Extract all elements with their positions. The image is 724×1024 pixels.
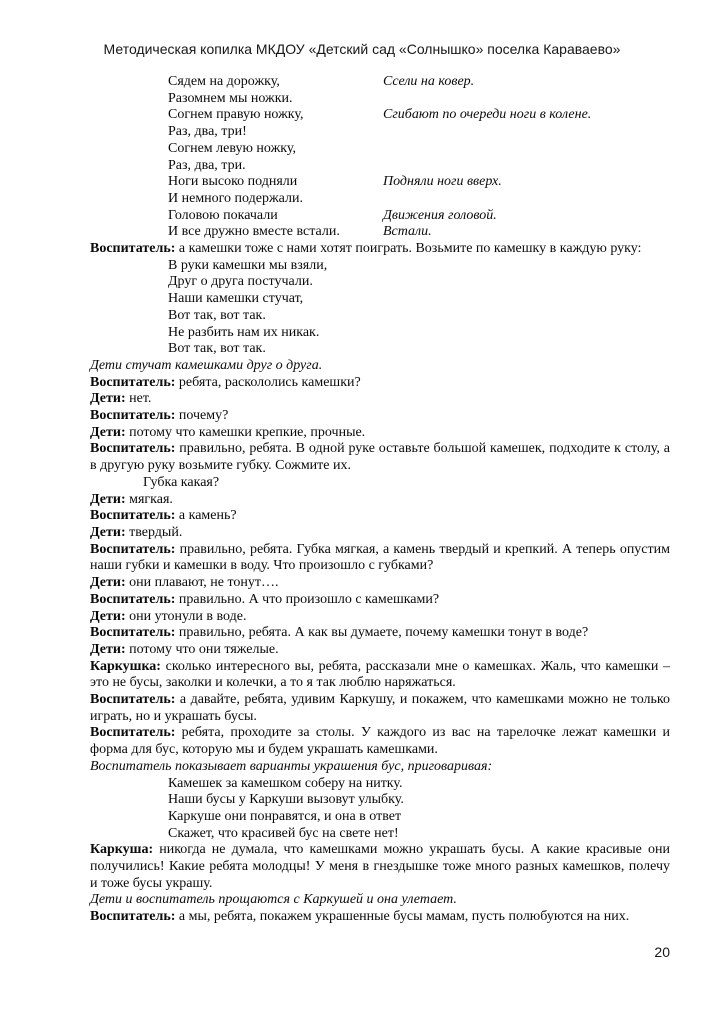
page-number: 20 bbox=[654, 944, 670, 960]
dialogue-children bbox=[90, 642, 670, 659]
verse-action bbox=[383, 124, 670, 141]
dialogue-text: они утонули в воде. bbox=[125, 608, 247, 624]
speaker-name: Воспитатель: bbox=[90, 408, 176, 424]
inline-question: Губка какая? bbox=[143, 474, 220, 490]
dialogue-children bbox=[90, 575, 670, 592]
verse-line: Не разбить нам их никак. bbox=[168, 324, 320, 340]
dialogue-text: ребята, раскололись камешки? bbox=[175, 374, 361, 390]
verse-line: В руки камешки мы взяли, bbox=[168, 257, 328, 273]
speaker-name: Дети: bbox=[90, 608, 126, 624]
dialogue-teacher bbox=[90, 592, 670, 609]
verse-line: Ноги высоко подняли bbox=[168, 174, 298, 190]
speaker-name: Каркушка: bbox=[90, 658, 161, 674]
dialogue-teacher bbox=[90, 542, 670, 575]
verse-line: И все дружно вместе встали. bbox=[168, 224, 340, 240]
dialogue-text: а мы, ребята, покажем украшенные бусы мамам, пусть полюбуются на них. bbox=[175, 909, 630, 925]
verse-line: Камешек за камешком соберу на нитку. bbox=[168, 775, 403, 791]
dialogue-teacher bbox=[90, 508, 670, 525]
dialogue-text: они плавают, не тонут…. bbox=[125, 575, 279, 591]
stage-direction: Воспитатель показывает варианты украшения бус, приговаривая: bbox=[90, 758, 493, 774]
dialogue-children bbox=[90, 525, 670, 542]
verse-row bbox=[90, 74, 670, 91]
verse-row bbox=[90, 191, 670, 208]
dialogue-text: потому что камешки крепкие, прочные. bbox=[125, 424, 366, 440]
verse-line: Сядем на дорожку, bbox=[168, 74, 280, 89]
verse-line: Головою покачали bbox=[168, 207, 278, 223]
verse-action bbox=[383, 141, 670, 158]
dialogue-text: почему? bbox=[175, 408, 229, 424]
speaker-name: Каркуша: bbox=[90, 842, 154, 858]
dialogue-karkusha bbox=[90, 659, 670, 692]
dialogue-children bbox=[90, 609, 670, 626]
speaker-name: Воспитатель: bbox=[90, 625, 176, 641]
verse-row bbox=[90, 141, 670, 158]
dialogue-text: никогда не думала, что камешками можно украшать бусы. А какие красивые они получились! Какие ребята молодцы! У меня в гнездышке тоже много разных камешков, полечу и тоже бусы украшу. bbox=[90, 842, 670, 891]
dialogue-teacher bbox=[90, 441, 670, 474]
verse-line: И немного подержали. bbox=[168, 190, 303, 206]
stage-direction: Дети и воспитатель прощаются с Каркушей и она улетает. bbox=[90, 892, 457, 908]
verse-row bbox=[90, 174, 670, 191]
dialogue-text: потому что они тяжелые. bbox=[125, 641, 279, 657]
dialogue-children bbox=[90, 391, 670, 408]
dialogue-teacher bbox=[90, 909, 670, 926]
dialogue-text: нет. bbox=[125, 391, 152, 407]
document-header-title: Методическая копилка МКДОУ «Детский сад «Солнышко» поселка Караваево» bbox=[103, 41, 621, 57]
verse-action bbox=[383, 91, 670, 108]
dialogue-teacher bbox=[90, 725, 670, 758]
speaker-name: Воспитатель: bbox=[90, 591, 176, 607]
dialogue-text: мягкая. bbox=[125, 491, 173, 507]
dialogue-teacher bbox=[90, 692, 670, 725]
speaker-name: Воспитатель: bbox=[90, 909, 176, 925]
speaker-name: Воспитатель: bbox=[90, 508, 176, 524]
speaker-name: Дети: bbox=[90, 524, 126, 540]
verse-line: Скажет, что красивей бус на свете нет! bbox=[168, 825, 399, 841]
speaker-name: Воспитатель: bbox=[90, 374, 176, 390]
verse-line: Наши камешки стучат, bbox=[168, 291, 304, 307]
dialogue-karkusha bbox=[90, 842, 670, 892]
dialogue-teacher bbox=[90, 241, 670, 258]
dialogue-teacher bbox=[90, 625, 670, 642]
verse-line: Каркуше они понравятся, и она в ответ bbox=[168, 808, 402, 824]
dialogue-teacher bbox=[90, 408, 670, 425]
verse-line: Согнем правую ножку, bbox=[168, 107, 304, 123]
dialogue-text: твердый. bbox=[125, 524, 183, 540]
dialogue-teacher bbox=[90, 375, 670, 392]
speaker-name: Дети: bbox=[90, 575, 126, 591]
verse-action: Сгибают по очереди ноги в колене. bbox=[383, 107, 592, 123]
speaker-name: Дети: bbox=[90, 391, 126, 407]
speaker-name: Воспитатель: bbox=[90, 692, 176, 708]
verse-action bbox=[383, 191, 670, 208]
verse-line: Наши бусы у Каркуши вызовут улыбку. bbox=[168, 792, 404, 808]
document-body bbox=[90, 74, 670, 926]
speaker-name: Воспитатель: bbox=[90, 441, 176, 457]
verse-action: Встали. bbox=[383, 224, 432, 240]
verse-line: Вот так, вот так. bbox=[168, 341, 266, 357]
dialogue-text: правильно, ребята. В одной руке оставьте большой камешек, подходите к столу, а в другую руку возьмите губку. Сожмите их. bbox=[90, 441, 670, 474]
speaker-name: Воспитатель: bbox=[90, 241, 176, 257]
verse-row bbox=[90, 107, 670, 124]
dialogue-children bbox=[90, 492, 670, 509]
speaker-name: Дети: bbox=[90, 424, 126, 440]
verse-row bbox=[90, 224, 670, 241]
verse-row bbox=[90, 208, 670, 225]
speaker-name: Воспитатель: bbox=[90, 541, 176, 557]
verse-action: Подняли ноги вверх. bbox=[383, 174, 502, 190]
verse-row bbox=[90, 91, 670, 108]
verse-action bbox=[383, 158, 670, 175]
dialogue-text: а камень? bbox=[175, 508, 237, 524]
dialogue-text: а давайте, ребята, удивим Каркушу, и покажем, что камешками можно не только играть, но и украшать бусы. bbox=[90, 692, 670, 724]
verse-row bbox=[90, 124, 670, 141]
verse-line: Друг о друга постучали. bbox=[168, 274, 313, 290]
verse-action: Движения головой. bbox=[383, 207, 497, 223]
verse-line: Раз, два, три. bbox=[168, 157, 246, 173]
dialogue-text: правильно, ребята. А как вы думаете, почему камешки тонут в воде? bbox=[175, 625, 589, 641]
verse-action: Ссели на ковер. bbox=[383, 74, 475, 89]
verse-row bbox=[90, 158, 670, 175]
dialogue-text: сколько интересного вы, ребята, рассказали мне о камешках. Жаль, что камешки – это не бусы, заколки и колечки, а то я так люблю наряжаться. bbox=[90, 658, 670, 691]
speaker-name: Дети: bbox=[90, 491, 126, 507]
stage-direction: Дети стучат камешками друг о друга. bbox=[90, 357, 323, 373]
speaker-name: Дети: bbox=[90, 641, 126, 657]
dialogue-text: а камешки тоже с нами хотят поиграть. Возьмите по камешку в каждую руку: bbox=[175, 241, 642, 257]
dialogue-text: правильно, ребята. Губка мягкая, а камень твердый и крепкий. А теперь опустим наши губки и камешки в воду. Что произошло с губками? bbox=[90, 541, 670, 574]
verse-line: Согнем левую ножку, bbox=[168, 140, 296, 156]
dialogue-text: правильно. А что произошло с камешками? bbox=[175, 591, 440, 607]
verse-line: Разомнем мы ножки. bbox=[168, 90, 293, 106]
speaker-name: Воспитатель: bbox=[90, 725, 176, 741]
dialogue-text: ребята, проходите за столы. У каждого из вас на тарелочке лежат камешки и форма для бус, которую мы и будем украшать камешками. bbox=[90, 725, 670, 758]
verse-line: Раз, два, три! bbox=[168, 124, 247, 140]
dialogue-children bbox=[90, 425, 670, 442]
verse-line: Вот так, вот так. bbox=[168, 307, 266, 323]
